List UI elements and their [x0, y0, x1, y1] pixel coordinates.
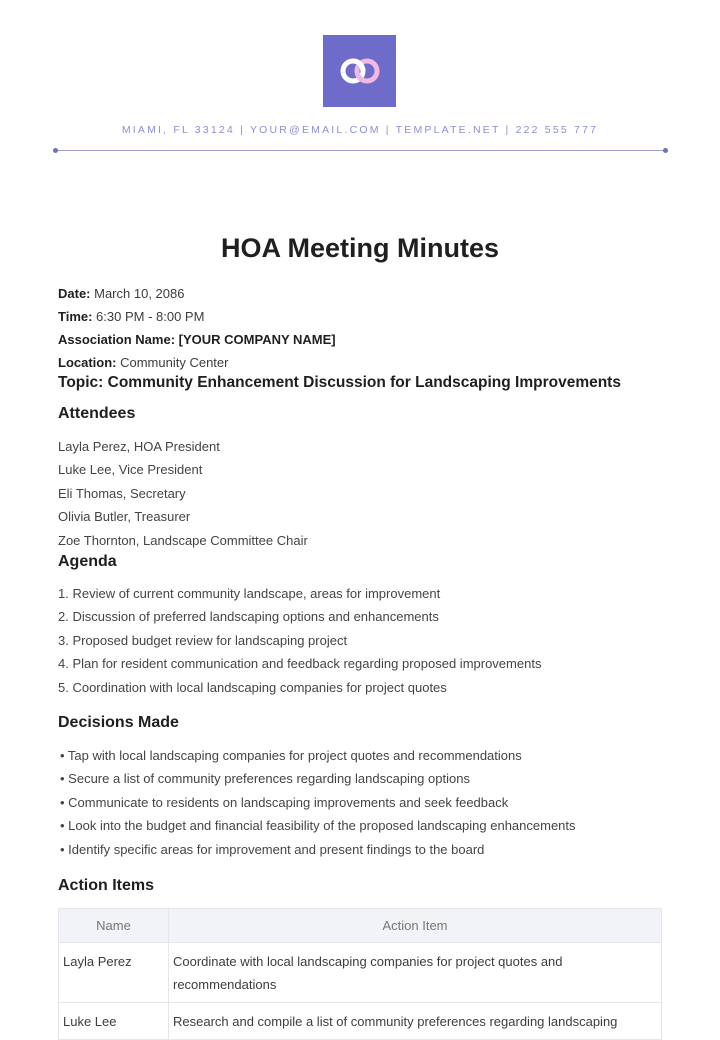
agenda-item: 2. Discussion of preferred landscaping options and enhancements	[58, 609, 439, 624]
decision-item: • Communicate to residents on landscaping improvements and seek feedback	[60, 795, 509, 810]
divider-dot-left	[53, 148, 58, 153]
decisions-heading: Decisions Made	[58, 714, 179, 731]
meeting-topic: Topic: Community Enhancement Discussion for Landscaping Improvements	[58, 374, 621, 391]
attendee-item: Olivia Butler, Treasurer	[58, 509, 191, 524]
decision-item: • Tap with local landscaping companies for project quotes and recommendations	[60, 748, 522, 763]
divider-dot-right	[663, 148, 668, 153]
decision-item: • Look into the budget and financial feasibility of the proposed landscaping enhancements	[60, 818, 576, 833]
meta-association: Association Name: [YOUR COMPANY NAME]	[58, 332, 336, 347]
column-header-name: Name	[59, 909, 169, 943]
column-header-action: Action Item	[169, 909, 662, 943]
meta-date: Date: March 10, 2086	[58, 286, 185, 301]
company-logo	[323, 35, 396, 107]
contact-line: MIAMI, FL 33124 | YOUR@EMAIL.COM | TEMPLATE.NET | 222 555 777	[121, 124, 599, 136]
agenda-heading: Agenda	[58, 553, 117, 570]
attendee-item: Zoe Thornton, Landscape Committee Chair	[58, 533, 308, 548]
agenda-item: 1. Review of current community landscape, areas for improvement	[58, 586, 441, 601]
table-row	[59, 1003, 662, 1040]
agenda-item: 3. Proposed budget review for landscaping project	[58, 633, 348, 648]
meta-location: Location: Community Center	[58, 355, 229, 370]
cell-name: Layla Perez	[59, 943, 169, 1003]
decision-item: • Secure a list of community preferences regarding landscaping options	[60, 771, 470, 786]
attendee-item: Luke Lee, Vice President	[58, 462, 203, 477]
cell-name: Luke Lee	[59, 1003, 169, 1040]
page-title: HOA Meeting Minutes	[220, 233, 499, 263]
decision-item: • Identify specific areas for improvement and present findings to the board	[60, 842, 485, 857]
action-items-table	[58, 908, 662, 1040]
interlocking-rings-icon	[336, 56, 384, 86]
cell-action: Coordinate with local landscaping companies for project quotes and recommendations	[169, 943, 662, 1003]
cell-action: Research and compile a list of community preferences regarding landscaping	[169, 1003, 662, 1040]
table-header-row	[59, 909, 662, 943]
agenda-item: 4. Plan for resident communication and feedback regarding proposed improvements	[58, 656, 542, 671]
attendees-heading: Attendees	[58, 405, 136, 422]
action-items-heading: Action Items	[58, 877, 155, 894]
agenda-item: 5. Coordination with local landscaping companies for project quotes	[58, 680, 447, 695]
table-row	[59, 943, 662, 1003]
meta-time: Time: 6:30 PM - 8:00 PM	[58, 309, 205, 324]
header-divider	[55, 150, 665, 151]
attendee-item: Eli Thomas, Secretary	[58, 486, 186, 501]
attendee-item: Layla Perez, HOA President	[58, 439, 220, 454]
